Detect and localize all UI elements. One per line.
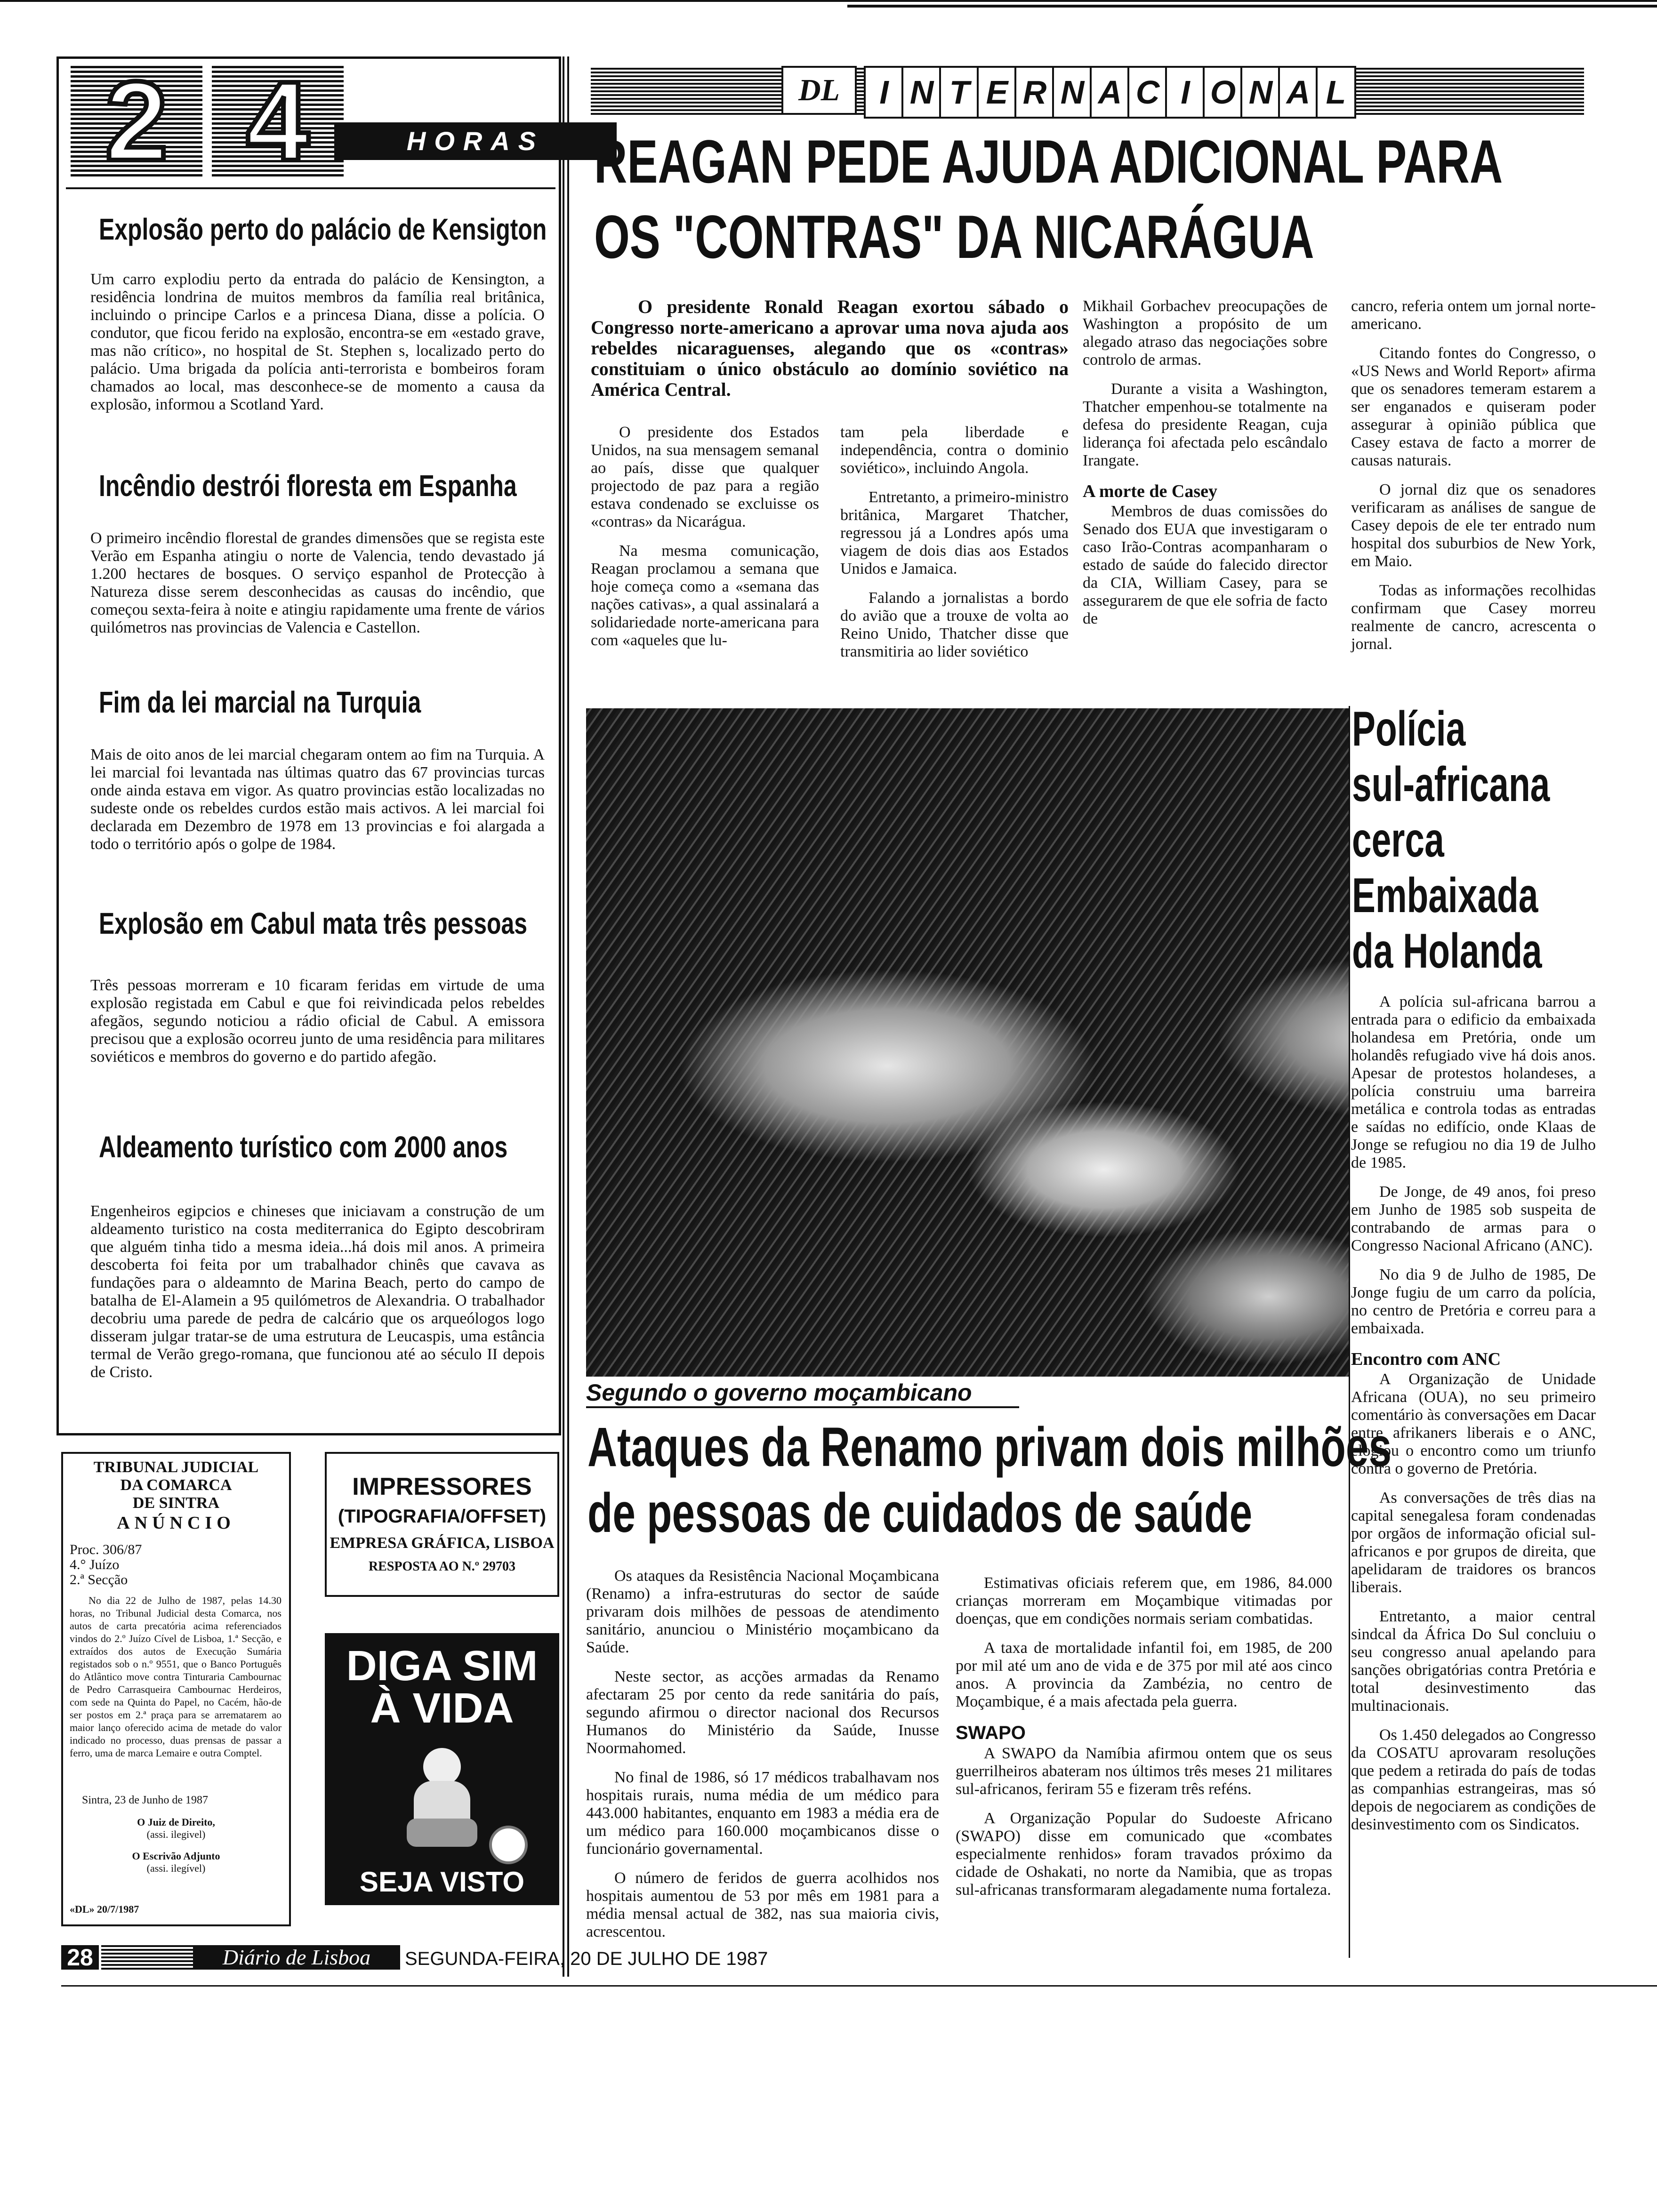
- main-col-1: [591, 424, 819, 661]
- main-paragraph: tam pela liberdade e independência, contra o dominio soviético», incluindo Angola.: [840, 424, 1069, 477]
- main-paragraph: Falando a jornalistas a bordo do avião que a trouxe de volta ao Reino Unido, Thatcher disse que transmitiria ao lider soviético: [840, 589, 1069, 660]
- section-label-letter: O: [1203, 66, 1243, 119]
- notice-ref: Proc. 306/87: [70, 1542, 142, 1557]
- masthead-mark-text: DL: [798, 73, 840, 107]
- notice-ref: 4.° Juízo: [70, 1557, 120, 1572]
- holanda-headline-line: Polícia: [1352, 702, 1466, 756]
- holanda-headline-line: sul-africana: [1352, 757, 1550, 812]
- headlight-icon: [489, 1826, 528, 1864]
- main-lead: [591, 297, 1069, 400]
- renamo-paragraph: O número de feridos de guerra acolhidos nos hospitais aumentou de 53 por mês em 1981 para a média mensal actual de 382, nas sua maioria civis, acrescentou.: [586, 1869, 939, 1940]
- section-label-letter: A: [1278, 66, 1319, 119]
- notice-title-line: TRIBUNAL JUDICIAL: [93, 1459, 259, 1476]
- notice-word: ANÚNCIO: [117, 1513, 235, 1533]
- notice-signature-note: (assi. ilegível): [146, 1862, 206, 1874]
- main-headline-line: OS "CONTRAS" DA NICARÁGUA: [594, 202, 1314, 271]
- section-label-letter: N: [901, 66, 942, 119]
- renamo-headline-line: de pessoas de cuidados de saúde: [587, 1482, 1253, 1544]
- diga-sim-bottom: SEJA VISTO: [359, 1866, 525, 1898]
- main-paragraph: Na mesma comunicação, Reagan proclamou a semana que hoje começa como a «semana das nações cativas», a qual assinalará a solidariedade norte-americana para com «aqueles que lu-: [591, 542, 819, 649]
- article-body: [90, 529, 545, 648]
- renamo-paragraph: No final de 1986, só 17 médicos trabalhavam nos hospitais rurais, numa média de um médico para 443.000 habitantes, enquanto em 1983 a média era de um médico para 160.000 moçambicanos disse o funcionário governamental.: [586, 1769, 939, 1858]
- notice-footer: «DL» 20/7/1987: [70, 1903, 139, 1915]
- footer-hatch: [101, 1945, 193, 1970]
- holanda-paragraph: Entretanto, a maior central sindcal da África Do Sul concluiu o seu congresso anual apelando para sanções obrigatórias contra Pretória e total desinvestimento das multinacionais.: [1351, 1608, 1596, 1715]
- article-body: [90, 1202, 545, 1393]
- article-headline: Aldeamento turístico com 2000 anos: [99, 1130, 508, 1164]
- printers-line-4: RESPOSTA AO N.º 29703: [368, 1559, 516, 1574]
- article-headline: Incêndio destrói floresta em Espanha: [99, 469, 517, 503]
- holanda-paragraph: De Jonge, de 49 anos, foi preso em Junho de 1985 sob suspeita de contrabando de armas para o Congresso Nacional Africano (ANC).: [1351, 1183, 1596, 1254]
- renamo-paragraph: A taxa de mortalidade infantil foi, em 1985, de 200 por mil até um ano de vida e de 375 por mil até aos cinco anos. A provincia da Zambézia, no centro de Moçambique, é a mais afectada pela guerra.: [956, 1639, 1332, 1710]
- main-paragraph: O jornal diz que os senadores verificaram as análises de sangue de Casey depois de ele ter entrado num hospital dos suburbios de New York, em Maio.: [1351, 481, 1596, 570]
- article-paragraph: Um carro explodiu perto da entrada do palácio de Kensington, a residência londrina de muitos membros da família real britânica, incluindo o principe Carlos e a princesa Diana, disse a polícia. O condutor, que ficou ferido na explosão, encontra-se em «estado grave, mas não crítico», no hospital de St. Stephen s, localizado perto do palácio. Uma brigada da polícia anti-terrorista e bombeiros foram chamados ao local, mas desconhece-se de momento a causa da explosão, informou a Scotland Yard.: [90, 271, 545, 413]
- holanda-paragraph: A Organização de Unidade Africana (OUA), no seu primeiro comentário às conversações em Dacar entre afrikaners liberais e o ANC, elogiou o encontro como um triunfo contra o governo de Pretória.: [1351, 1370, 1596, 1477]
- main-paragraph: Durante a visita a Washington, Thatcher empenhou-se totalmente na defesa do presidente Reagan, cuja liderança foi afectada pelo escândalo Irangate.: [1083, 380, 1327, 469]
- main-col-3: [1083, 297, 1327, 639]
- logo-digit-4: 4: [212, 66, 344, 176]
- notice-title-line: DA COMARCA: [120, 1476, 232, 1494]
- column-rule: [567, 56, 569, 1977]
- section-label-letter: L: [1316, 66, 1356, 119]
- main-subhead: A morte de Casey: [1083, 481, 1217, 501]
- printers-line-1: IMPRESSORES: [352, 1473, 532, 1500]
- logo-digit-2: 2: [71, 66, 202, 176]
- section-banner: [591, 66, 1584, 117]
- renamo-col-1: [586, 1567, 939, 1952]
- main-paragraph: Todas as informações recolhidas confirmam que Casey morreu realmente de cancro, acrescenta o jornal.: [1351, 582, 1596, 653]
- article-body: [90, 746, 545, 865]
- top-rule-right: [847, 5, 1657, 8]
- diga-sim-line-1: DIGA SIM: [346, 1643, 538, 1690]
- section-label-letter: A: [1090, 66, 1130, 119]
- main-headline-line: REAGAN PEDE AJUDA ADICIONAL PARA: [594, 127, 1503, 196]
- main-paragraph: cancro, referia ontem um jornal norte-americano.: [1351, 297, 1596, 333]
- issue-date: SEGUNDA-FEIRA, 20 DE JULHO DE 1987: [405, 1948, 768, 1969]
- renamo-paragraph: A SWAPO da Namíbia afirmou ontem que os seus guerrilheiros abateram nos últimos três meses 21 militares sul-africanos, feriram 55 e fizeram três reféns.: [956, 1745, 1332, 1798]
- logo-word-bar: [334, 122, 617, 160]
- news-photo: [586, 708, 1349, 1377]
- article-body: [90, 977, 545, 1077]
- notice-signature-title: O Escrivão Adjunto: [132, 1850, 220, 1862]
- column-rule: [563, 56, 564, 1977]
- logo-word: HORAS: [406, 126, 545, 156]
- footer-rule: [61, 1985, 1657, 1987]
- article-headline: Fim da lei marcial na Turquia: [99, 685, 421, 719]
- holanda-paragraph: A polícia sul-africana barrou a entrada para o edificio da embaixada holandesa em Pretória, onde um holandês refugiado vive há dois anos. Apesar de protestos holandeses, a polícia construiu uma barreira metálica e controla todas as entradas e saídas no edifício, onde Klaas de Jonge se refugiou no dia 19 de Julho de 1985.: [1351, 993, 1596, 1171]
- notice-signature-title: O Juiz de Direito,: [137, 1816, 215, 1828]
- top-rule: [0, 0, 1657, 2]
- motorcycle-illustration: [397, 1748, 491, 1847]
- section-label-letter: I: [1165, 66, 1206, 119]
- holanda-headline-line: Embaixada: [1352, 868, 1538, 923]
- holanda-body: [1351, 993, 1596, 1845]
- renamo-paragraph: Estimativas oficiais referem que, em 1986, 84.000 crianças morreram em Moçambique vitimadas por doenças, que em condições normais seriam combatidas.: [956, 1574, 1332, 1627]
- page-number: 28: [61, 1945, 99, 1970]
- printers-line-2: (TIPOGRAFIA/OFFSET): [338, 1506, 547, 1527]
- section-label-letter: I: [864, 66, 904, 119]
- article-body: [90, 271, 545, 425]
- section-label-letter: T: [939, 66, 980, 119]
- main-col-2: [840, 424, 1069, 672]
- paper-name: Diário de Lisboa: [193, 1945, 400, 1970]
- main-paragraph: Membros de duas comissões do Senado dos EUA que investigaram o caso Irão-Contras acompanharam o estado de saúde do falecido director da CIA, William Casey, para se assegurarem de que ele sofria de facto de: [1083, 503, 1327, 627]
- masthead-mark: [781, 66, 857, 115]
- diga-sim-line-2: À VIDA: [370, 1685, 514, 1732]
- 24-horas-logo: [66, 58, 560, 184]
- holanda-headline-line: da Holanda: [1352, 924, 1542, 978]
- renamo-paragraph: Neste sector, as acções armadas da Renamo afectaram 25 por cento da rede sanitária do país, segundo afirmou o director nacional dos Recursos Humanos do Ministério da Saúde, Inusse Noormahomed.: [586, 1668, 939, 1757]
- holanda-headline: [1352, 701, 1550, 979]
- notice-ref: 2.ª Secção: [70, 1572, 128, 1587]
- section-label-letter: N: [1052, 66, 1093, 119]
- notice-body: No dia 22 de Julho de 1987, pelas 14.30 horas, no Tribunal Judicial desta Comarca, nos autos de carta precatória acima referenciados vindos do 2.º Juízo Cível de Lisboa, 1.ª Secção, e extraídos dos autos de Execução Sumária registados sob o n.º 9551, que o Banco Português do Atlântico move contra Tinturaria Cambournac de Pedro Carrasqueira Cambournac Herdeiros, com sede na Quinta do Papel, no Cacém, hão-de ser postos em 2.ª praça para se arrematarem ao maior lanço oferecido acima de metade do valor indicado no processo, duas prensas de passar a ferro, uma de marca Lemaire e outra Comptel.: [70, 1595, 282, 1759]
- section-label-letter: C: [1127, 66, 1168, 119]
- holanda-paragraph: Os 1.450 delegados ao Congresso da COSATU aprovaram resoluções que pedem a retirada do país de todas as companhias estrangeiras, mas só depois de negociarem as condições de desinvestimento com os Sindicatos.: [1351, 1726, 1596, 1833]
- main-col-4: [1351, 297, 1596, 665]
- diga-sim-ad: [325, 1633, 559, 1905]
- printers-line-3: EMPRESA GRÁFICA, LISBOA: [330, 1534, 555, 1552]
- article-paragraph: Três pessoas morreram e 10 ficaram feridas em virtude de uma explosão registada em Cabul e que foi reivindicada pelos rebeldes afegãos, segundo noticiou a rádio oficial de Cabul. A emissora precisou que a explosão ocorreu junto de uma residência para militares soviéticos e membros do governo e do partido afegão.: [90, 977, 545, 1066]
- renamo-subhead: SWAPO: [956, 1723, 1026, 1743]
- notice-date: Sintra, 23 de Junho de 1987: [82, 1794, 208, 1806]
- main-paragraph: Entretanto, a primeiro-ministro britânica, Margaret Thatcher, regressou já a Londres após uma viagem de dois dias aos Estados Unidos e Jamaica.: [840, 489, 1069, 577]
- article-paragraph: Engenheiros egipcios e chineses que iniciavam a construção de um aldeamento turistico na costa mediterranica do Egipto descobriram que alguém tinha tido a mesma ideia...há dois mil anos. A primeira descoberta foi feita por um trabalhador chinês que cavava as fundações para o aldeamnto de Marina Beach, perto do campo de batalha de El-Alamein a 95 quilómetros de Alexandria. O trabalhador decobriu uma parede de pedra de calcário que os arqueólogos logo disseram julgar tratar-se de uma estrutura de Leucaspis, uma estância termal de Verão grego-romana, que funcionou até ao século II depois de Cristo.: [90, 1202, 545, 1381]
- renamo-paragraph: Os ataques da Resistência Nacional Moçambicana (Renamo) a infra-estruturas do sector de saúde privaram dois milhões de pessoas de atendimento sanitário, anunciou o Ministério moçambicano da Saúde.: [586, 1567, 939, 1656]
- renamo-kicker: Segundo o governo moçambicano: [586, 1379, 1019, 1408]
- main-paragraph: Citando fontes do Congresso, o «US News and World Report» afirma que os senadores temeram estarem a ser enganados e quiseram poder assegurar à opinião pública que Casey estava de facto a morrer de causas naturais.: [1351, 345, 1596, 469]
- main-lead-text: O presidente Ronald Reagan exortou sábado o Congresso norte-americano a aprovar uma nova ajuda aos rebeldes nicaraguenses, alegando que os «contras» constituiam o único obstáculo ao domínio soviético na América Central.: [591, 296, 1069, 400]
- renamo-headline-line: Ataques da Renamo privam dois milhões: [587, 1416, 1392, 1478]
- article-headline: Explosão em Cabul mata três pessoas: [99, 906, 528, 940]
- printers-ad: [325, 1452, 559, 1597]
- logo-bottom-rule: [66, 187, 555, 189]
- main-paragraph: O presidente dos Estados Unidos, na sua mensagem semanal ao país, disse que qualquer projectodo de paz para a região estava condenado se excluisse os «contras» da Nicarágua.: [591, 424, 819, 530]
- article-paragraph: Mais de oito anos de lei marcial chegaram ontem ao fim na Turquia. A lei marcial foi levantada nas últimas quatro das 67 provincias turcas onde ainda estava em vigor. As quatro provincias estão localizadas no sudeste onde os rebeldes curdos estão mais activos. A lei marcial foi declarada em Dezembro de 1978 em 13 provincias e foi alargada a todo o território após o golpe de 1984.: [90, 746, 545, 853]
- holanda-paragraph: As conversações de três dias na capital senegalesa foram condenadas por orgãos de informação oficial sul-africanos e por grupos de direita, que apelidaram de traidores os brancos liberais.: [1351, 1489, 1596, 1596]
- notice-signature-note: (assi. ilegivel): [146, 1828, 206, 1840]
- renamo-col-2: [956, 1574, 1332, 1910]
- holanda-paragraph: No dia 9 de Julho de 1985, De Jonge fugiu de um carro da polícia, no centro de Pretória e correu para a embaixada.: [1351, 1266, 1596, 1337]
- holanda-subhead: Encontro com ANC: [1351, 1349, 1501, 1369]
- notice-title-line: DE SINTRA: [132, 1494, 220, 1512]
- main-paragraph: Mikhail Gorbachev preocupações de Washington a propósito de um alegado atraso das negociações sobre controlo de armas.: [1083, 297, 1327, 369]
- holanda-headline-line: cerca: [1352, 813, 1444, 867]
- section-label-letter: N: [1240, 66, 1281, 119]
- article-headline: Explosão perto do palácio de Kensigton: [99, 212, 547, 246]
- legal-notice-ad: [61, 1452, 291, 1926]
- photo-side-rule: [1349, 706, 1350, 1958]
- section-label-letter: E: [977, 66, 1017, 119]
- article-paragraph: O primeiro incêndio florestal de grandes dimensões que se regista este Verão em Espanha atingiu o norte de Valencia, tendo devastado já 1.200 hectares de bosques. O serviço espanhol de Protecção à Natureza disse serem desconhecidas as causas do incêndio, que começou sexta-feira à noite e atingiu rapidamente uma frente de vários quilómetros nas provincias de Valencia e Castellon.: [90, 529, 545, 636]
- section-label-letter: R: [1014, 66, 1055, 119]
- renamo-paragraph: A Organização Popular do Sudoeste Africano (SWAPO) disse em comunicado que «combates especialmente renhidos» foram travados próximo da cidade de Oshakati, no norte da Namibia, que as tropas sul-africanas transformaram alegadamente numa fortaleza.: [956, 1810, 1332, 1899]
